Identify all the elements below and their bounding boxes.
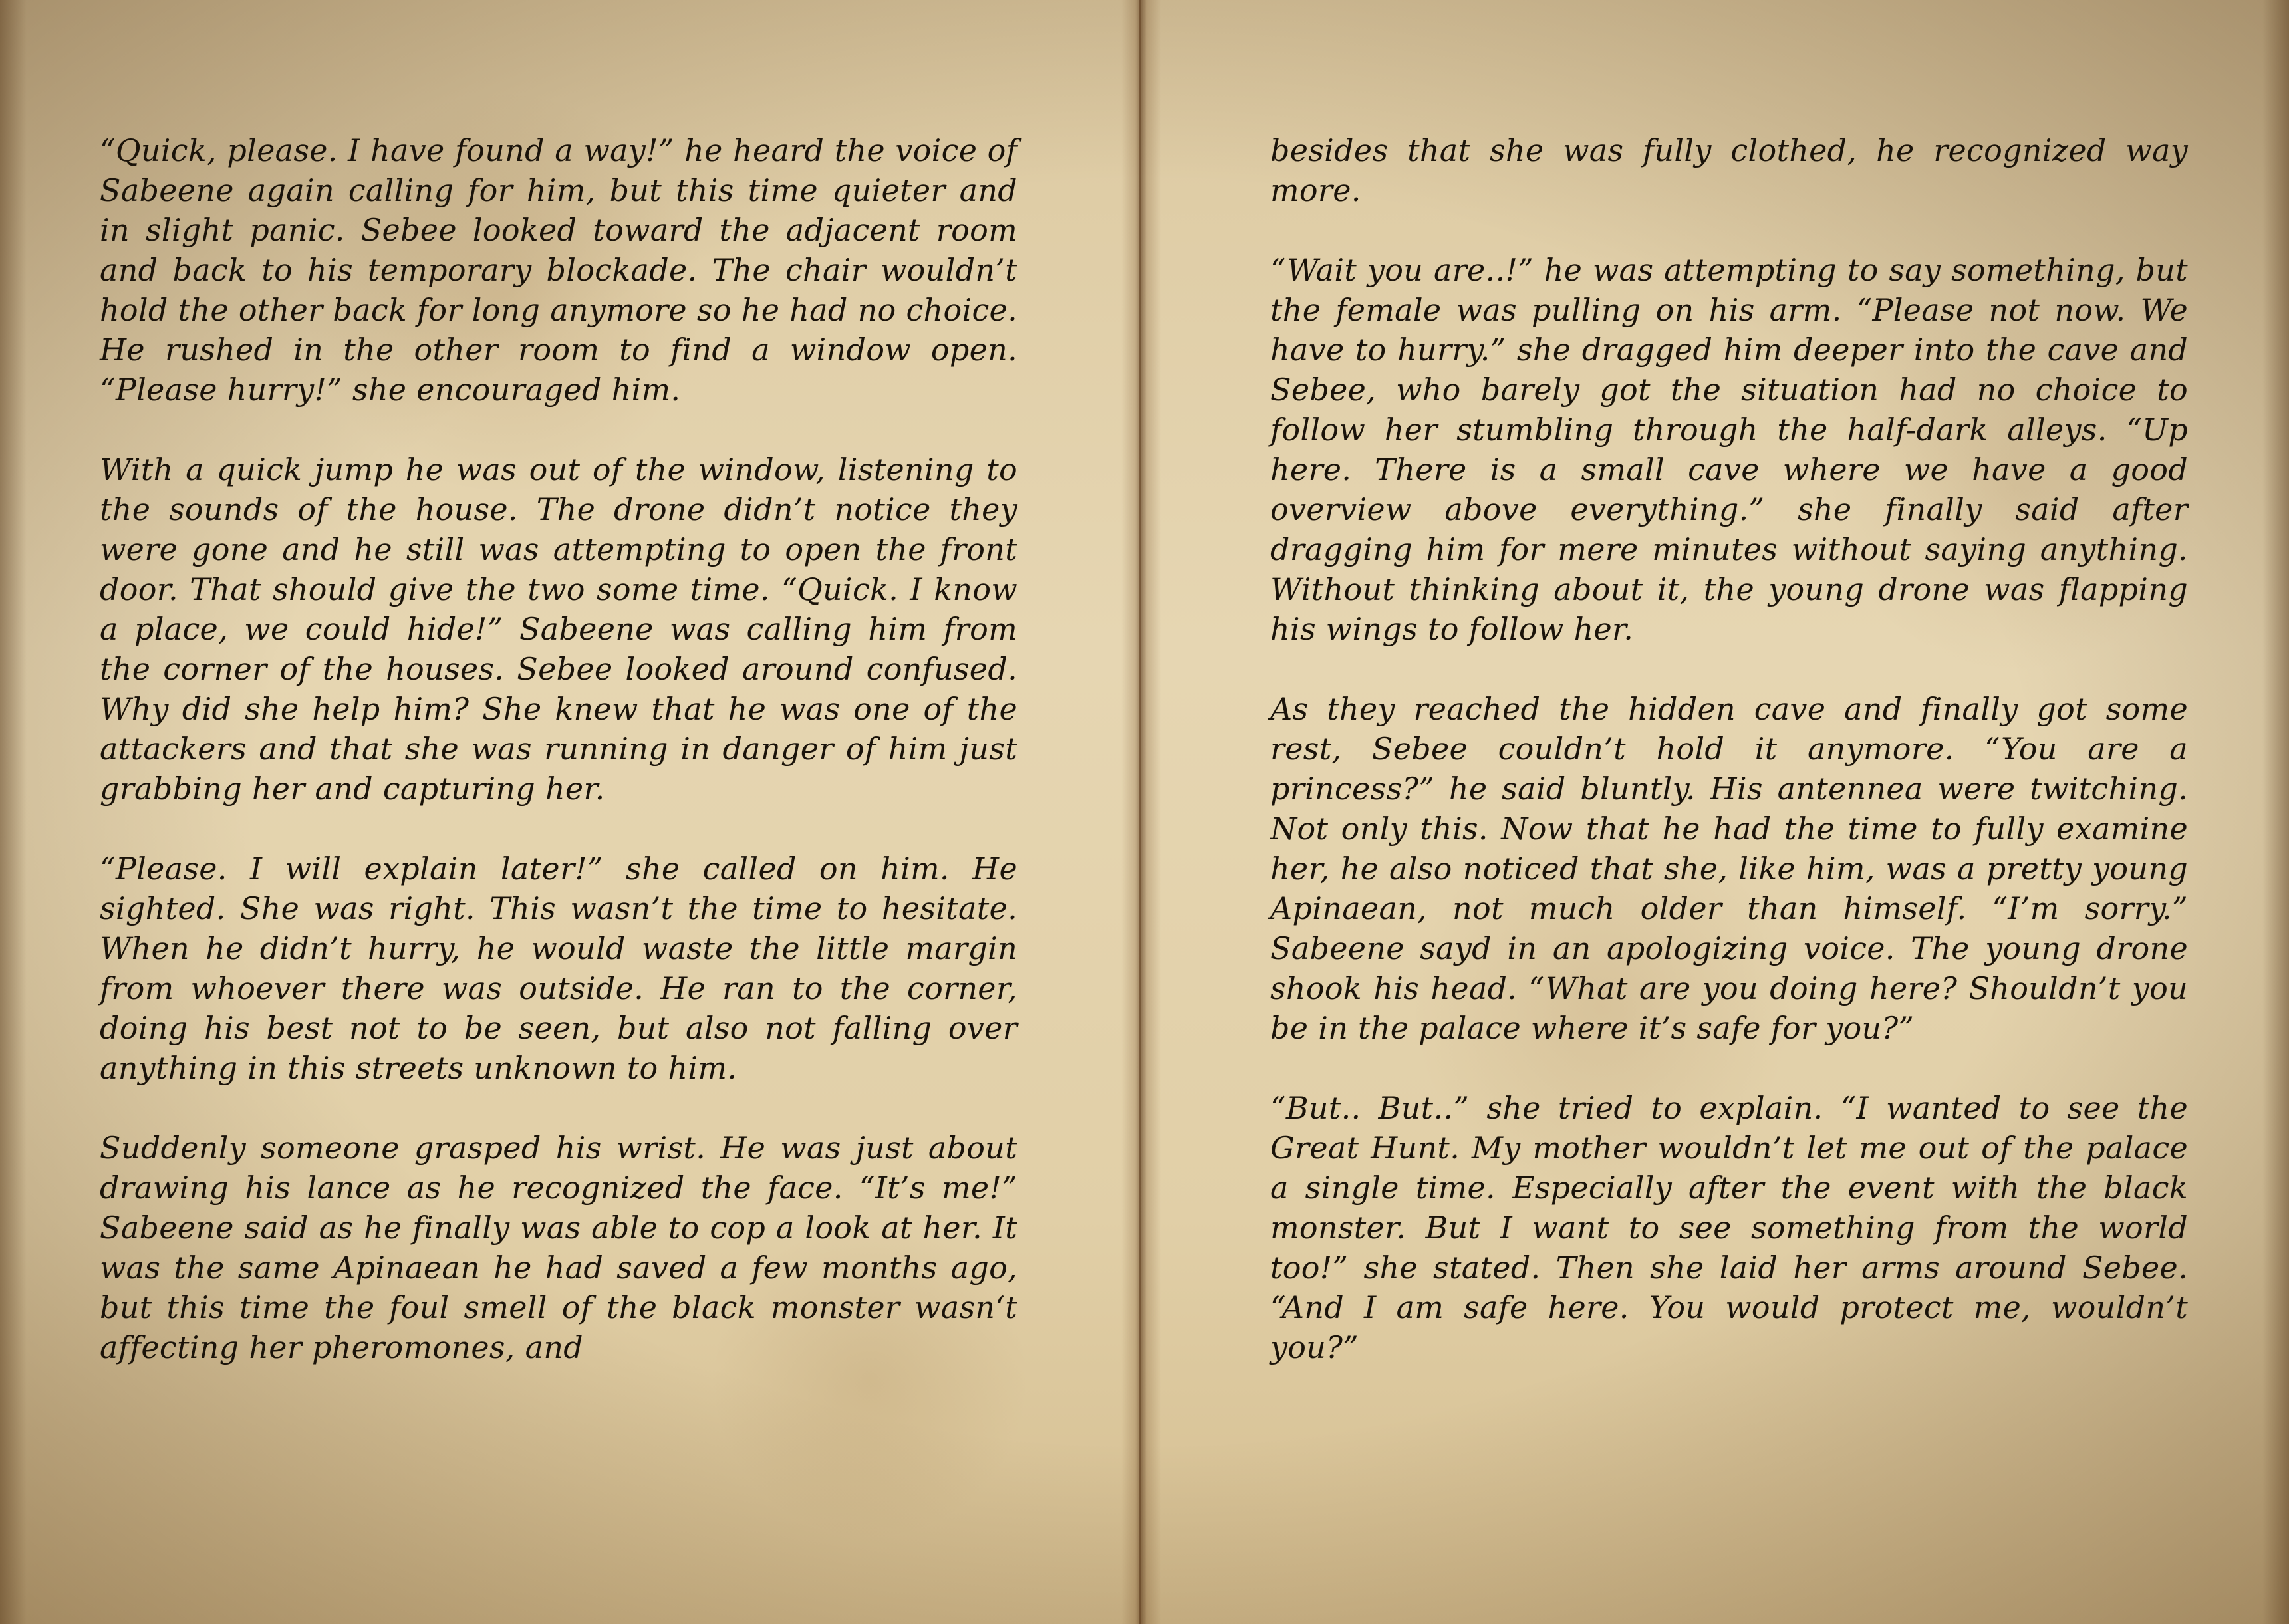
paragraph: “Please. I will explain later!” she called on him. He sighted. She was right. This wasn’t the time to hesitate. When he didn’t hurry, he would waste the little margin from whoever there was outside. He ran to the corner, doing his best not to be seen, but also not falling over anything in this streets unknown to him.	[100, 851, 1017, 1086]
left-page-text	[100, 130, 1017, 1407]
paragraph: “Wait you are..!” he was attempting to say something, but the female was pulling on his arm. “Please not now. We have to hurry.” she dragged him deeper into the cave and Sebee, who barely got the situation had no choice to follow her stumbling through the half-dark alleys. “Up here. There is a small cave where we have a good overview above everything.” she finally said after dragging him for mere minutes without saying anything. Without thinking about it, the young drone was flapping his wings to follow her.	[1270, 252, 2188, 647]
paragraph: besides that she was fully clothed, he recognized way more.	[1270, 132, 2188, 208]
left-page	[0, 0, 1141, 1624]
book-spine-fold	[1139, 0, 1141, 1624]
paragraph: Suddenly someone grasped his wrist. He was just about drawing his lance as he recognized the face. “It’s me!” Sabeene said as he finally was able to cop a look at her. It was the same Apinaean he had saved a few months ago, but this time the foul smell of the black monster wasn‘t affecting her pheromones, and	[100, 1130, 1017, 1365]
paragraph: With a quick jump he was out of the window, listening to the sounds of the house. The drone didn’t notice they were gone and he still was attempting to open the front door. That should give the two some time. “Quick. I know a place, we could hide!” Sabeene was calling him from the corner of the houses. Sebee looked around confused. Why did she help him? She knew that he was one of the attackers and that she was running in danger of him just grabbing her and capturing her.	[100, 452, 1017, 807]
right-page	[1141, 0, 2289, 1624]
paragraph: “Quick, please. I have found a way!” he heard the voice of Sabeene again calling for him, but this time quieter and in slight panic. Sebee looked toward the adjacent room and back to his temporary blockade. The chair wouldn’t hold the other back for long anymore so he had no choice. He rushed in the other room to find a window open. “Please hurry!” she encouraged him.	[100, 132, 1017, 408]
right-page-text	[1270, 130, 2188, 1407]
paragraph: “But.. But..” she tried to explain. “I wanted to see the Great Hunt. My mother wouldn’t let me out of the palace a single time. Especially after the event with the black monster. But I want to see something from the world too!” she stated. Then she laid her arms around Sebee. “And I am safe here. You would protect me, wouldn’t you?”	[1270, 1090, 2188, 1365]
book-spine-shadow	[1121, 0, 1161, 1624]
paragraph: As they reached the hidden cave and finally got some rest, Sebee couldn’t hold it anymore. “You are a princess?” he said bluntly. His antennea were twitching. Not only this. Now that he had the time to fully examine her, he also noticed that she, like him, was a pretty young Apinaean, not much older than himself. “I’m sorry.” Sabeene sayd in an apologizing voice. The young drone shook his head. “What are you doing here? Shouldn’t you be in the palace where it’s safe for you?”	[1270, 691, 2188, 1046]
